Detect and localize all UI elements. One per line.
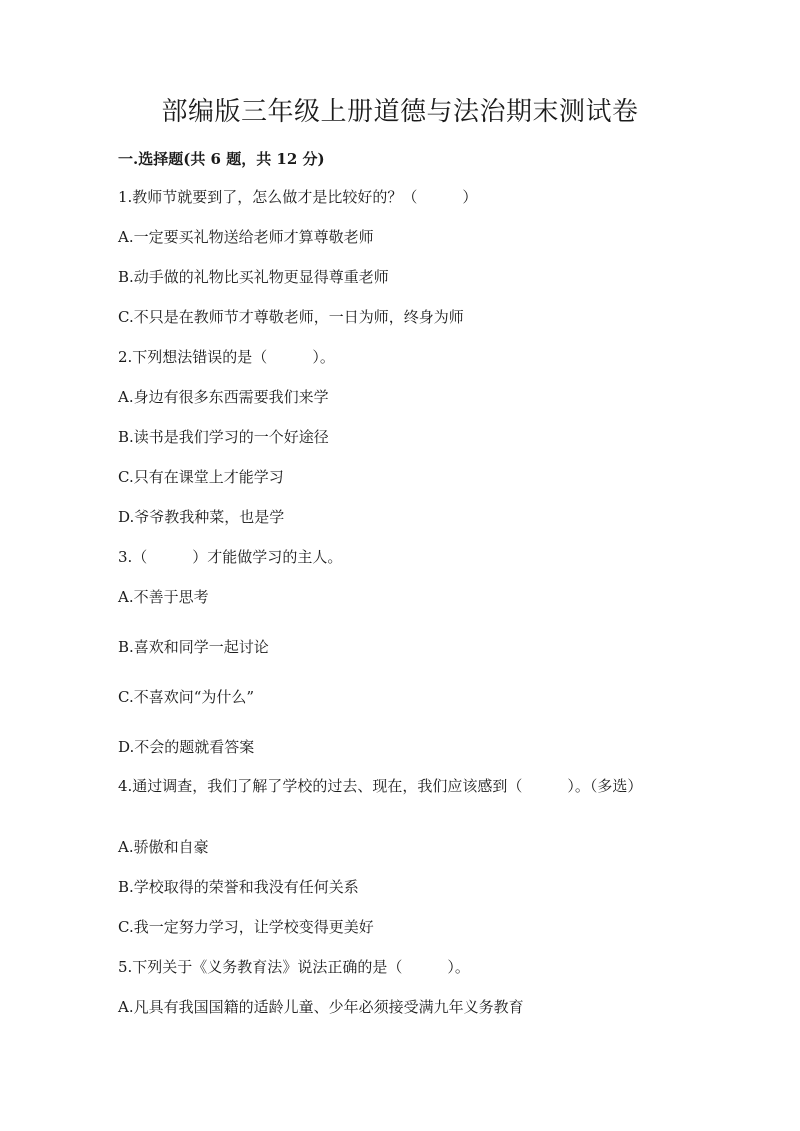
question-2-option-d: D.爷爷教我种菜，也是学 (118, 508, 285, 526)
question-3-stem: 3.（ ）才能做学习的主人。 (118, 548, 343, 566)
question-3-option-a: A.不善于思考 (118, 588, 209, 606)
question-3-option-b: B.喜欢和同学一起讨论 (118, 638, 269, 656)
question-4-option-b: B.学校取得的荣誉和我没有任何关系 (118, 878, 359, 896)
question-1-stem: 1.教师节就要到了，怎么做才是比较好的？（ ） (118, 188, 478, 206)
question-5-option-a: A.凡具有我国国籍的适龄儿童、少年必须接受满九年义务教育 (118, 998, 524, 1016)
question-1-option-c: C.不只是在教师节才尊敬老师，一日为师，终身为师 (118, 308, 464, 326)
question-2-stem: 2.下列想法错误的是（ ）。 (118, 348, 335, 366)
page-title: 部编版三年级上册道德与法治期末测试卷 (161, 97, 639, 127)
question-1-option-b: B.动手做的礼物比买礼物更显得尊重老师 (118, 268, 389, 286)
question-5-stem: 5.下列关于《义务教育法》说法正确的是（ ）。 (118, 958, 470, 976)
section-heading: 一.选择题(共 6 题，共 12 分) (118, 150, 325, 168)
question-4-stem: 4.通过调查，我们了解了学校的过去、现在，我们应该感到（ ）。（多选） (118, 777, 643, 795)
question-2-option-a: A.身边有很多东西需要我们来学 (118, 388, 329, 406)
question-4-option-a: A.骄傲和自豪 (118, 838, 209, 856)
question-2-option-b: B.读书是我们学习的一个好途径 (118, 428, 329, 446)
question-2-option-c: C.只有在课堂上才能学习 (118, 468, 284, 486)
question-1-option-a: A.一定要买礼物送给老师才算尊敬老师 (118, 228, 374, 246)
question-3-option-d: D.不会的题就看答案 (118, 738, 255, 756)
question-4-option-c: C.我一定努力学习，让学校变得更美好 (118, 918, 374, 936)
question-3-option-c: C.不喜欢问“为什么” (118, 688, 255, 706)
